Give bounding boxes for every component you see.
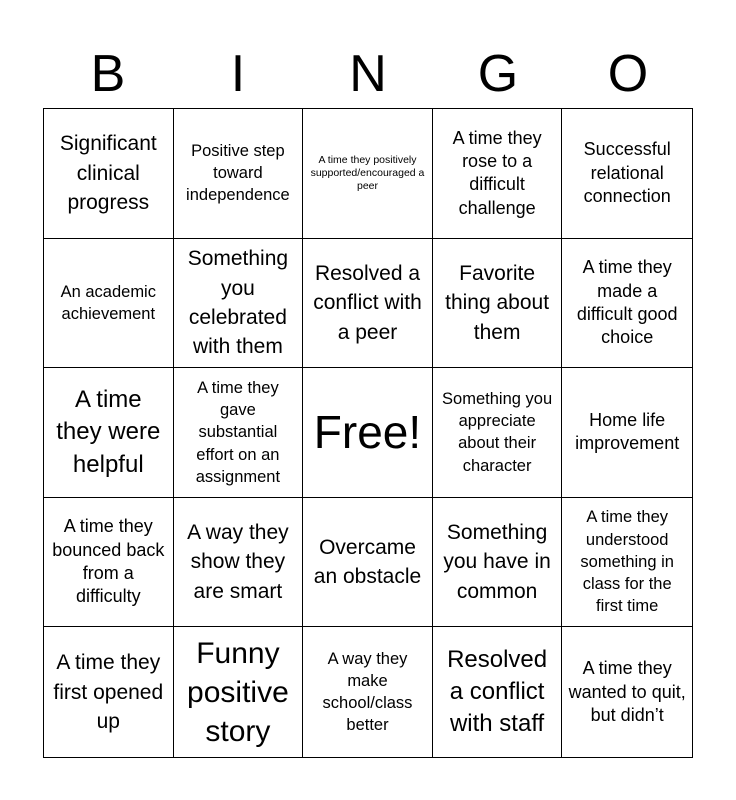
- bingo-cell[interactable]: [303, 109, 433, 239]
- bingo-cell[interactable]: [174, 239, 304, 369]
- bingo-cell-text: Resolved a conflict with a peer: [313, 261, 422, 344]
- bingo-cell-text: Resolved a conflict with staff: [447, 645, 548, 738]
- bingo-cell[interactable]: [174, 498, 304, 628]
- bingo-cell[interactable]: [174, 109, 304, 239]
- bingo-cell[interactable]: [303, 498, 433, 628]
- header-letter-n: N: [349, 45, 387, 103]
- bingo-cell-text: Positive step toward independence: [186, 141, 290, 205]
- bingo-cell[interactable]: [44, 498, 174, 628]
- bingo-cell-text: A time they first opened up: [53, 651, 164, 733]
- bingo-free-cell[interactable]: [303, 368, 433, 498]
- bingo-cell-text: A time they understood something in class for the first time: [580, 508, 674, 616]
- header-letter-i: I: [230, 45, 246, 103]
- free-space-label: Free!: [313, 406, 422, 459]
- bingo-cell-text: A time they rose to a difficult challenge: [452, 127, 542, 218]
- bingo-cell-text: Successful relational connection: [583, 139, 671, 206]
- bingo-cell[interactable]: [562, 368, 692, 498]
- header-letter-g: G: [477, 45, 519, 103]
- bingo-cell-text: Something you celebrated with them: [187, 247, 289, 359]
- bingo-cell[interactable]: [433, 368, 563, 498]
- bingo-cell-text: Significant clinical progress: [59, 132, 157, 214]
- bingo-cell[interactable]: [303, 627, 433, 757]
- bingo-cell[interactable]: [433, 498, 563, 628]
- bingo-cell-text: Home life improvement: [575, 410, 680, 454]
- bingo-cell[interactable]: [562, 498, 692, 628]
- header-letter-o: O: [607, 45, 649, 103]
- bingo-cell[interactable]: [433, 109, 563, 239]
- bingo-cell[interactable]: [44, 368, 174, 498]
- bingo-cell[interactable]: [174, 368, 304, 498]
- bingo-cell[interactable]: [303, 239, 433, 369]
- bingo-cell[interactable]: [433, 627, 563, 757]
- bingo-cell-text: A time they made a difficult good choice: [576, 257, 678, 348]
- header-letter-b: B: [90, 45, 126, 103]
- bingo-cell[interactable]: [562, 627, 692, 757]
- bingo-cell[interactable]: [44, 627, 174, 757]
- bingo-cell-text: A time they positively supported/encouraged a peer: [310, 153, 425, 192]
- bingo-cell-text: Something you have in common: [443, 521, 551, 603]
- bingo-cell[interactable]: [44, 239, 174, 369]
- bingo-cell[interactable]: [174, 627, 304, 757]
- bingo-cell-text: An academic achievement: [60, 282, 156, 323]
- bingo-cell[interactable]: [562, 109, 692, 239]
- bingo-cell-text: A way they show they are smart: [187, 521, 289, 603]
- bingo-cell-text: Something you appreciate about their character: [442, 389, 553, 475]
- bingo-cell-text: Funny positive story: [187, 636, 289, 748]
- bingo-cell-text: A time they bounced back from a difficulty: [52, 516, 165, 607]
- bingo-cell[interactable]: [433, 239, 563, 369]
- bingo-header: [43, 40, 693, 108]
- bingo-cell-text: Favorite thing about them: [445, 261, 550, 344]
- bingo-cell-text: A time they wanted to quit, but didn’t: [568, 658, 686, 725]
- bingo-cell[interactable]: [562, 239, 692, 369]
- bingo-cell-text: A time they gave substantial effort on an assignment: [195, 378, 281, 486]
- bingo-cell-text: A way they make school/class better: [322, 649, 413, 735]
- bingo-cell[interactable]: [44, 109, 174, 239]
- bingo-card-grid: [43, 108, 693, 758]
- bingo-cell-text: Overcame an obstacle: [313, 535, 422, 589]
- bingo-cell-text: A time they were helpful: [56, 385, 161, 478]
